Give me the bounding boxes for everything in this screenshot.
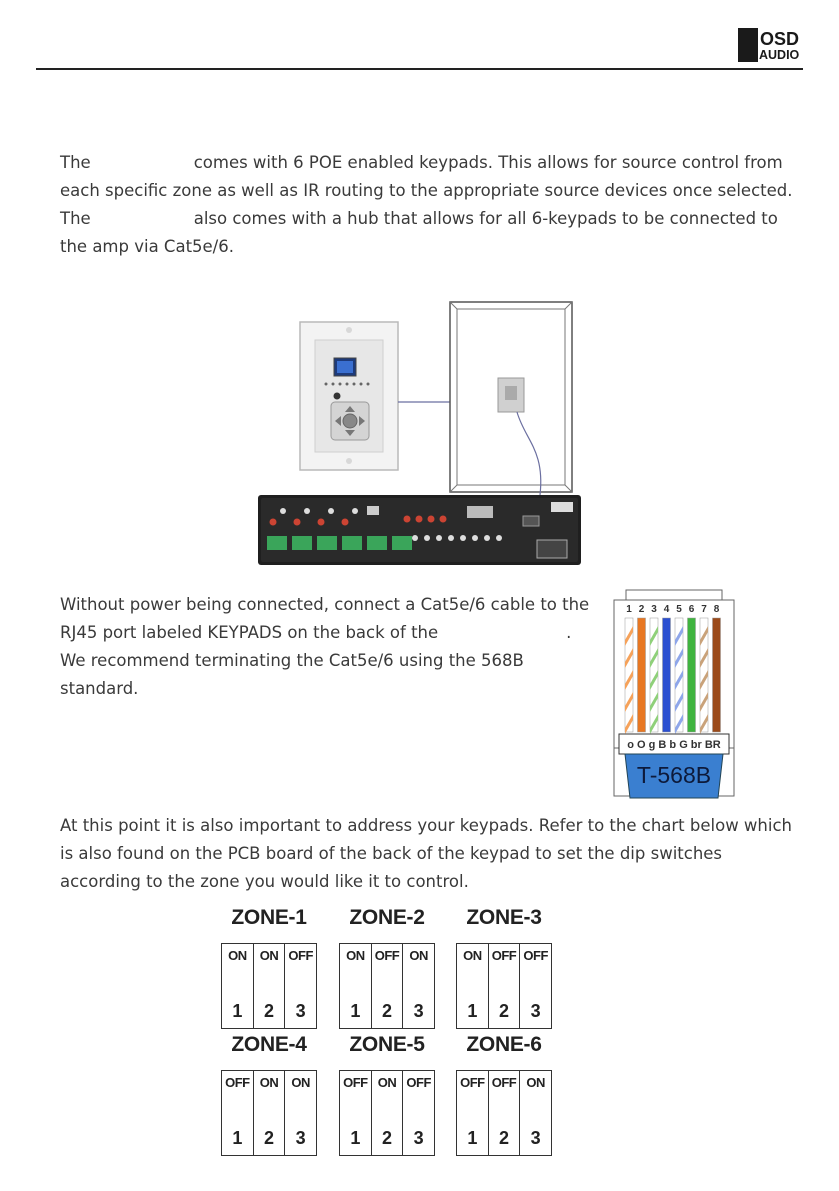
- switch-number: 1: [350, 1001, 361, 1021]
- logo-text-bottom: AUDIO: [759, 48, 800, 62]
- addressing-paragraph: At this point it is also important to address your keypads. Refer to the chart below which is also found on the PCB board of the back of the keypad to set the dip switches according to the zone you would like it to control.: [60, 816, 793, 891]
- switch-number: 1: [232, 1128, 243, 1148]
- switch-number: 2: [382, 1001, 393, 1021]
- switch-state: ON: [291, 1075, 310, 1090]
- dip-switch-2: [254, 1071, 286, 1155]
- pin-number: 8: [713, 604, 720, 615]
- system-diagram: [255, 300, 585, 570]
- intro-text-2: comes with 6 POE enabled keypads. This allows for source control from each specific zone as well as IR routing to the appropriate source devices once selected. The: [60, 153, 793, 228]
- pin-number: 4: [663, 604, 670, 615]
- zone-title: ZONE-5: [349, 1033, 425, 1056]
- keypad-wall-plate: [300, 322, 398, 470]
- switch-state: OFF: [491, 948, 517, 963]
- wire-6: [688, 618, 696, 732]
- zone-title: ZONE-6: [466, 1033, 542, 1056]
- amplifier-rear-panel: [258, 495, 581, 565]
- zone-title: ZONE-3: [466, 906, 542, 929]
- dip-switch-grid: [456, 1070, 552, 1156]
- switch-number: 1: [467, 1001, 478, 1021]
- dip-switch-grid: [339, 943, 435, 1029]
- switch-state: ON: [409, 948, 428, 963]
- switch-state: OFF: [343, 1075, 368, 1090]
- switch-number: 3: [530, 1001, 541, 1021]
- dip-switch-grid: [221, 943, 317, 1029]
- switch-number: 2: [264, 1128, 275, 1148]
- zone-title: ZONE-2: [349, 906, 425, 929]
- switch-number: 1: [232, 1001, 243, 1021]
- switch-state: OFF: [460, 1075, 485, 1090]
- dip-switch-1: [222, 944, 254, 1028]
- switch-number: 2: [499, 1128, 510, 1148]
- zone-title: ZONE-4: [231, 1033, 307, 1056]
- zone-1-switch-block: [221, 905, 317, 1021]
- switch-number: 1: [350, 1128, 361, 1148]
- dip-switch-3: [285, 1071, 316, 1155]
- zone-6-switch-block: [456, 1032, 552, 1148]
- switch-state: ON: [526, 1075, 545, 1090]
- switch-state: ON: [463, 948, 482, 963]
- dip-switch-2: [372, 944, 404, 1028]
- dip-switch-2: [254, 944, 286, 1028]
- switch-number: 2: [382, 1128, 393, 1148]
- switch-state: ON: [259, 948, 279, 963]
- switch-state: ON: [346, 948, 365, 963]
- wire-4: [663, 618, 671, 732]
- pin-number: 1: [626, 604, 632, 615]
- zone-4-switch-block: [221, 1032, 317, 1148]
- intro-paragraph: [60, 149, 800, 261]
- wire-color-codes: o O g B b G br BR: [627, 739, 721, 751]
- switch-state: OFF: [288, 948, 313, 963]
- switch-number: 3: [530, 1128, 541, 1148]
- zone-title: ZONE-1: [231, 906, 307, 929]
- wiring-text-1: Without power being connected, connect a Cat5e/6 cable to the RJ45 port labeled KEYPADS on the back of the: [60, 595, 590, 642]
- switch-state: OFF: [406, 1075, 431, 1090]
- pin-number: 6: [688, 604, 695, 615]
- dip-switch-grid: [221, 1070, 317, 1156]
- logo-text-top: OSD: [760, 29, 800, 49]
- zone-5-switch-block: [339, 1032, 435, 1148]
- dip-switch-1: [340, 1071, 372, 1155]
- intro-text-3: also comes with a hub that allows for all 6-keypads to be connected to the amp via Cat5e/6.: [60, 209, 778, 256]
- dip-switch-2: [489, 944, 521, 1028]
- dip-switch-3: [520, 1071, 551, 1155]
- pin-number: 2: [638, 604, 645, 615]
- intro-text-1: The: [60, 153, 91, 172]
- switch-state: OFF: [225, 1075, 250, 1090]
- switch-number: 3: [413, 1001, 424, 1021]
- wire-8: [713, 618, 721, 732]
- dip-switch-3: [520, 944, 551, 1028]
- switch-number: 3: [295, 1128, 306, 1148]
- dip-switch-1: [340, 944, 372, 1028]
- dip-switch-1: [457, 944, 489, 1028]
- dip-switch-grid: [456, 943, 552, 1029]
- header-rule: [36, 68, 803, 70]
- switch-number: 2: [499, 1001, 510, 1021]
- dip-switch-1: [222, 1071, 254, 1155]
- rj45-t568b-diagram: [612, 588, 736, 804]
- t568b-label: T-568B: [636, 762, 712, 788]
- pin-number: 5: [676, 604, 682, 615]
- zone-3-switch-block: [456, 905, 552, 1021]
- switch-state: OFF: [491, 1075, 517, 1090]
- wire-2: [638, 618, 646, 732]
- pin-number: 7: [701, 604, 707, 615]
- switch-state: OFF: [523, 948, 548, 963]
- switch-state: ON: [377, 1075, 397, 1090]
- dip-switch-grid: [339, 1070, 435, 1156]
- wall-outline: [450, 302, 572, 495]
- osd-audio-logo: [738, 28, 802, 62]
- switch-state: ON: [228, 948, 247, 963]
- switch-state: ON: [259, 1075, 279, 1090]
- dip-switch-2: [372, 1071, 404, 1155]
- dip-switch-3: [403, 1071, 434, 1155]
- wiring-text-2: . We recommend terminating the Cat5e/6 using the 568B standard.: [60, 623, 572, 698]
- switch-state: OFF: [374, 948, 400, 963]
- dip-switch-1: [457, 1071, 489, 1155]
- switch-number: 2: [264, 1001, 275, 1021]
- wiring-paragraph: [60, 591, 600, 703]
- pin-number: 3: [651, 604, 657, 615]
- switch-number: 3: [413, 1128, 424, 1148]
- dip-switch-3: [285, 944, 316, 1028]
- dip-switch-2: [489, 1071, 521, 1155]
- zone-2-switch-block: [339, 905, 435, 1021]
- switch-number: 3: [295, 1001, 306, 1021]
- dip-switch-3: [403, 944, 434, 1028]
- switch-number: 1: [467, 1128, 478, 1148]
